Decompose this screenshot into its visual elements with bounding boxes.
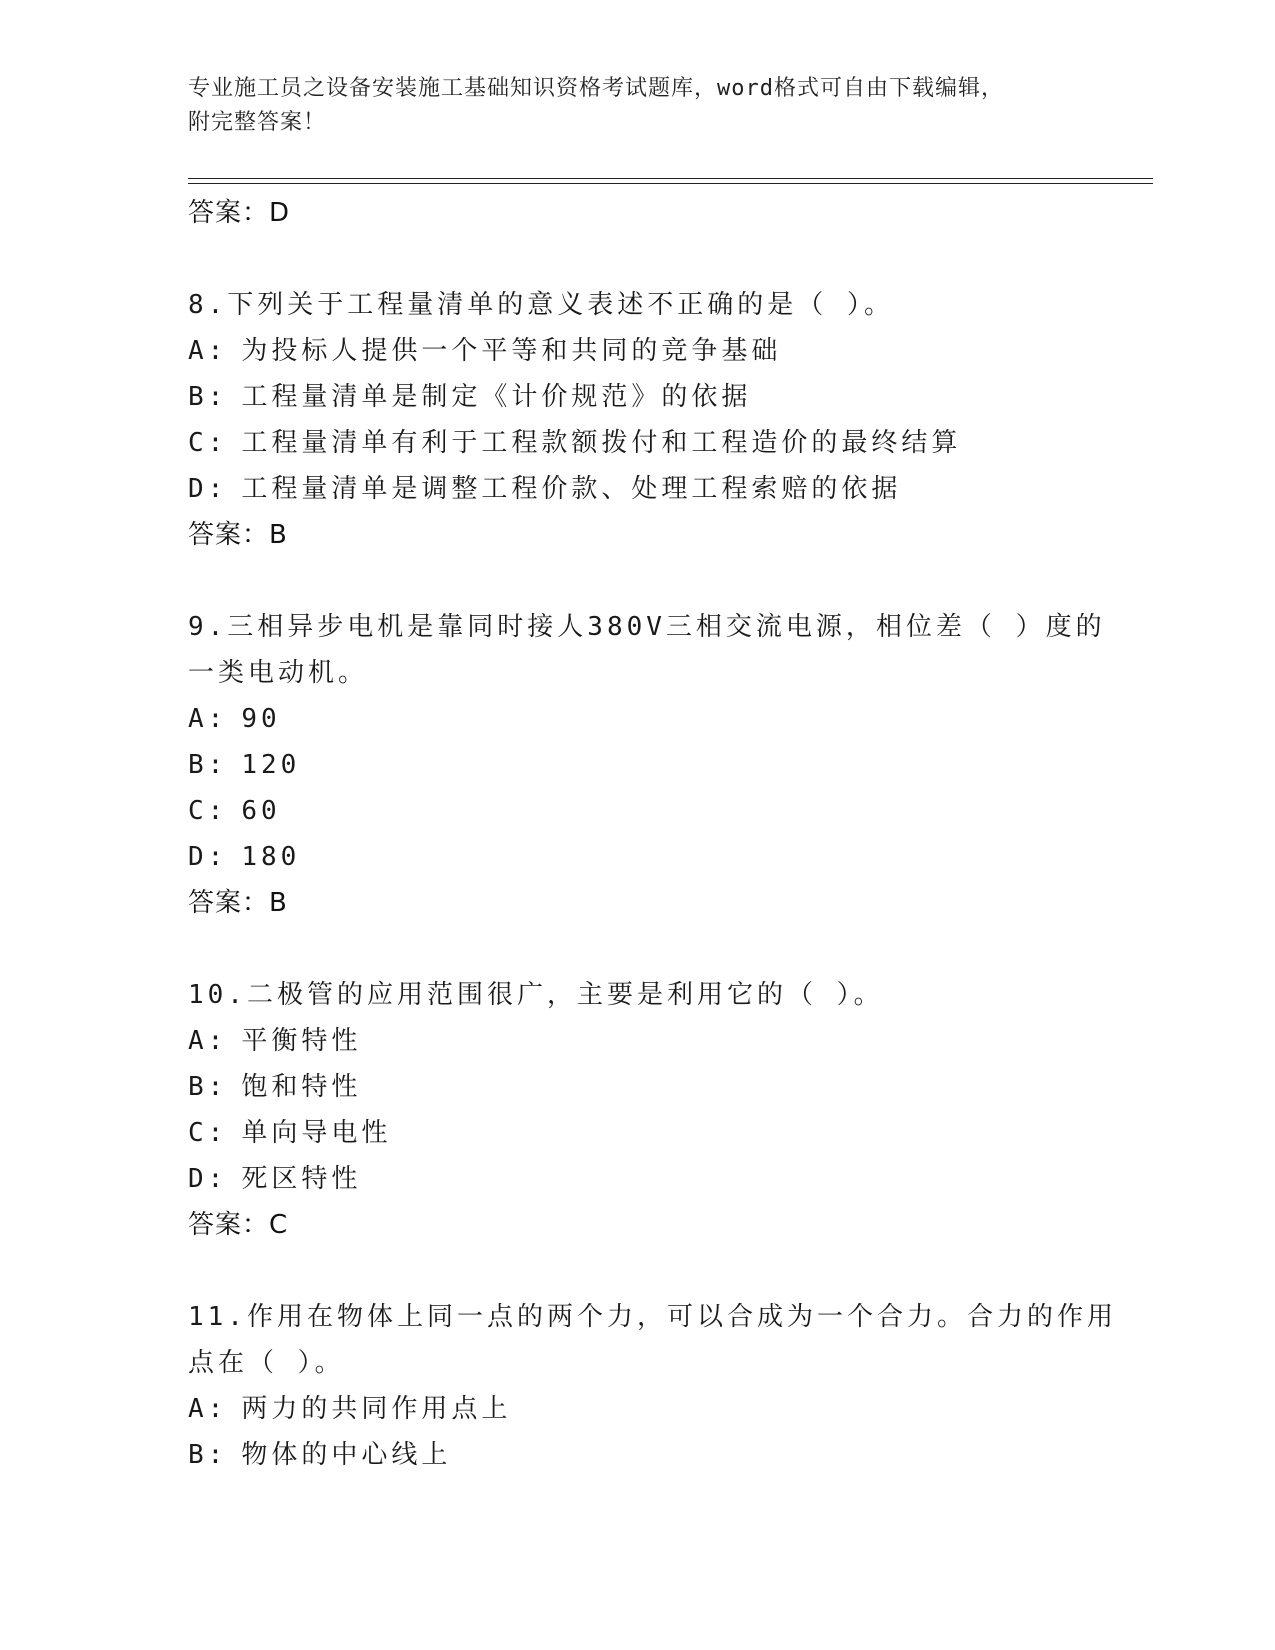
option-text: 工程量清单是制定《计价规范》的依据 [241, 382, 752, 412]
option-text: 180 [241, 842, 301, 872]
page-header [188, 72, 1068, 140]
option-text: 为投标人提供一个平等和共同的竞争基础 [241, 336, 782, 366]
header-divider [188, 178, 1153, 179]
option-text: 90 [241, 704, 281, 734]
header-line-1: 专业施工员之设备安装施工基础知识资格考试题库，word格式可自由下载编辑， [188, 76, 1004, 101]
question-gap [188, 926, 1088, 972]
question-stem: 9.三相异步电机是靠同时接人380V三相交流电源，相位差（ ）度的 [188, 612, 1106, 642]
question-stem: 11.作用在物体上同一点的两个力，可以合成为一个合力。合力的作用 [188, 1302, 1117, 1332]
option-text: 工程量清单是调整工程价款、处理工程索赔的依据 [241, 474, 902, 504]
question-block [188, 282, 1088, 558]
option-row [188, 1386, 1088, 1432]
option-text: 死区特性 [241, 1164, 362, 1194]
option-key: A: [188, 704, 228, 734]
option-row [188, 374, 1088, 420]
option-key: B: [188, 382, 228, 412]
question-block [188, 604, 1106, 926]
question-stem: 一类电动机。 [188, 658, 369, 688]
answer-line: 答案：C [188, 1210, 289, 1240]
option-text: 60 [241, 796, 281, 826]
option-row [188, 788, 1088, 834]
option-key: D: [188, 1164, 228, 1194]
option-row [188, 696, 1088, 742]
option-row [188, 328, 1088, 374]
answer-line: 答案：B [188, 888, 288, 918]
question-gap [188, 1248, 1088, 1294]
option-row [188, 834, 1088, 880]
option-text: 饱和特性 [241, 1072, 362, 1102]
option-key: C: [188, 796, 228, 826]
option-key: A: [188, 336, 228, 366]
option-key: D: [188, 474, 228, 504]
option-key: B: [188, 1072, 228, 1102]
option-text: 物体的中心线上 [241, 1440, 452, 1470]
option-row [188, 742, 1088, 788]
option-text: 工程量清单有利于工程款额拨付和工程造价的最终结算 [241, 428, 962, 458]
option-row [188, 1432, 1088, 1478]
option-key: A: [188, 1026, 228, 1056]
question-block [188, 972, 1088, 1248]
question-gap [188, 236, 1088, 282]
answer-line: 答案：D [188, 198, 291, 228]
option-text: 平衡特性 [241, 1026, 362, 1056]
option-row [188, 1156, 1088, 1202]
header-divider-double [188, 183, 1153, 184]
option-row [188, 1110, 1088, 1156]
option-key: D: [188, 842, 228, 872]
answer-line: 答案：B [188, 520, 288, 550]
question-list [188, 190, 1117, 1478]
option-key: C: [188, 1118, 228, 1148]
option-row [188, 1064, 1088, 1110]
question-stem: 8.下列关于工程量清单的意义表述不正确的是（ ）。 [188, 290, 894, 320]
option-text: 两力的共同作用点上 [241, 1394, 512, 1424]
option-row [188, 466, 1088, 512]
header-line-2: 附完整答案！ [188, 110, 327, 135]
option-key: A: [188, 1394, 228, 1424]
question-stem: 点在（ ）。 [188, 1348, 345, 1378]
option-row [188, 1018, 1088, 1064]
option-key: C: [188, 428, 228, 458]
question-gap [188, 558, 1088, 604]
question-stem: 10.二极管的应用范围很广，主要是利用它的（ ）。 [188, 980, 884, 1010]
option-text: 单向导电性 [241, 1118, 392, 1148]
question-block [188, 1294, 1117, 1478]
option-key: B: [188, 1440, 228, 1470]
option-text: 120 [241, 750, 301, 780]
option-row [188, 420, 1088, 466]
option-key: B: [188, 750, 228, 780]
